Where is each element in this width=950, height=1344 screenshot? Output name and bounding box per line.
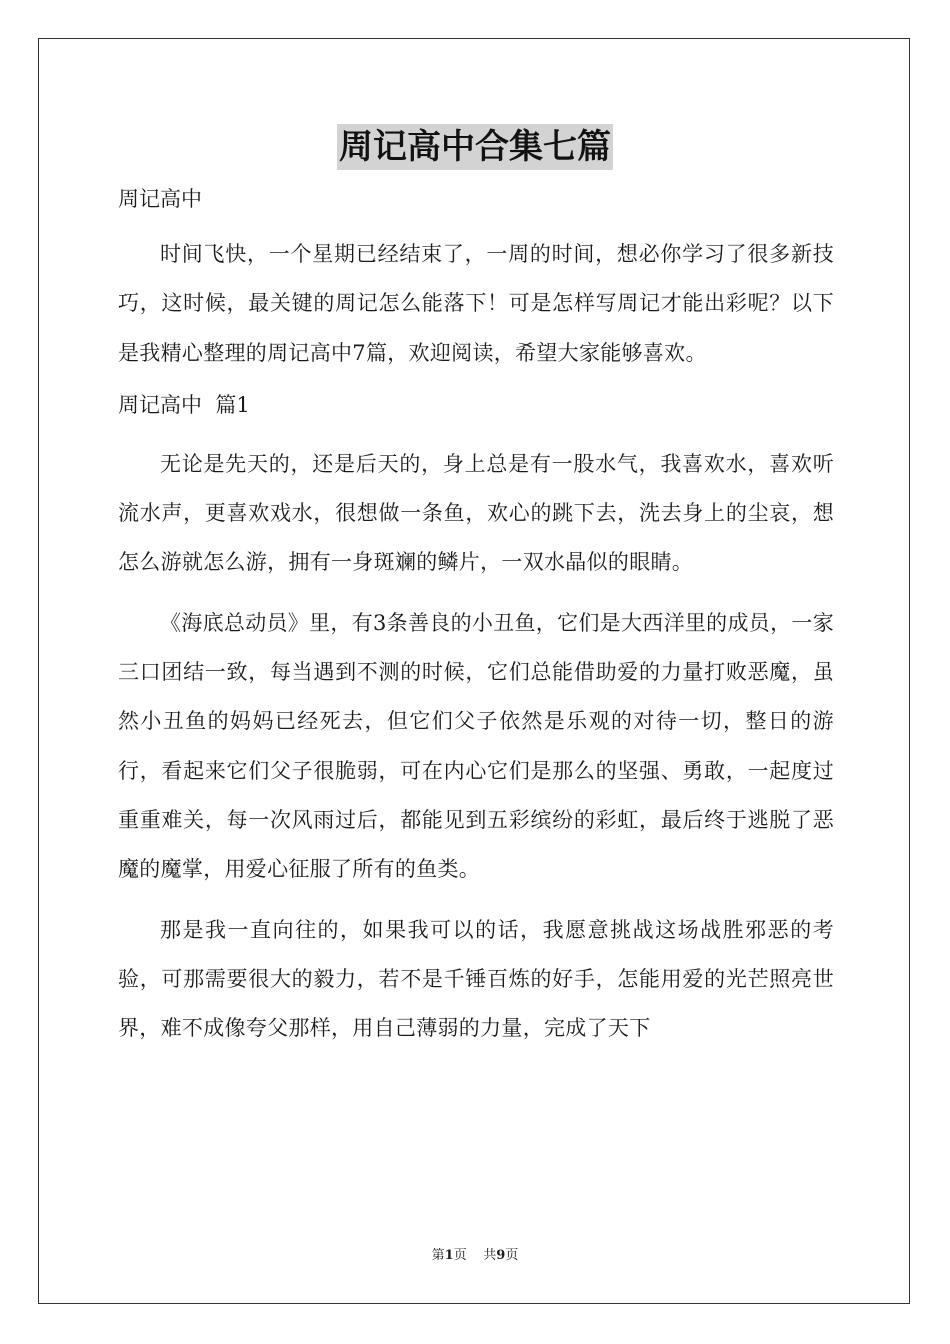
page-number-label: 第1页 bbox=[431, 1248, 467, 1263]
body-paragraph-1: 无论是先天的，还是后天的，身上总是有一股水气，我喜欢水，喜欢听流水声，更喜欢戏水，很想做一条鱼，欢心的跳下去，洗去身上的尘哀，想怎么游就怎么游，拥有一身斑斓的鳞片，一双水晶似的眼睛。 bbox=[118, 451, 834, 575]
body-paragraph-2: 《海底总动员》里，有3条善良的小丑鱼，它们是大西洋里的成员，一家三口团结一致，每当遇到不测的时候，它们总能借助爱的力量打败恶魔，虽然小丑鱼的妈妈已经死去，但它们父子依然是乐观的对待一切，整日的游行，看起来它们父子很脆弱，可在内心它们是那么的坚强、勇敢，一起度过重重难关，每一次风雨过后，都能见到五彩缤纷的彩虹，最后终于逃脱了恶魔的魔掌，用爱心征服了所有的鱼类。 bbox=[118, 610, 834, 882]
total-pages: 9 bbox=[496, 1248, 506, 1263]
page-footer bbox=[0, 1246, 950, 1266]
document-subtitle: 周记高中 bbox=[118, 187, 202, 211]
total-pages-label: 共9页 bbox=[483, 1248, 519, 1263]
title-container bbox=[0, 124, 950, 170]
section-heading: 周记高中 篇1 bbox=[118, 392, 250, 417]
body-paragraph-3: 那是我一直向往的，如果我可以的话，我愿意挑战这场战胜邪恶的考验，可那需要很大的毅力，若不是千锤百炼的好手，怎能用爱的光芒照亮世界，难不成像夸父那样，用自己薄弱的力量，完成了天下 bbox=[118, 917, 834, 1041]
page-number: 1 bbox=[444, 1248, 454, 1263]
document-body bbox=[118, 180, 834, 1053]
intro-paragraph: 时间飞快，一个星期已经结束了，一周的时间，想必你学习了很多新技巧，这时候，最关键的周记怎么能落下！可是怎样写周记才能出彩呢？以下是我精心整理的周记高中7篇，欢迎阅读，希望大家能够喜欢。 bbox=[118, 242, 834, 365]
document-title: 周记高中合集七篇 bbox=[337, 124, 613, 170]
